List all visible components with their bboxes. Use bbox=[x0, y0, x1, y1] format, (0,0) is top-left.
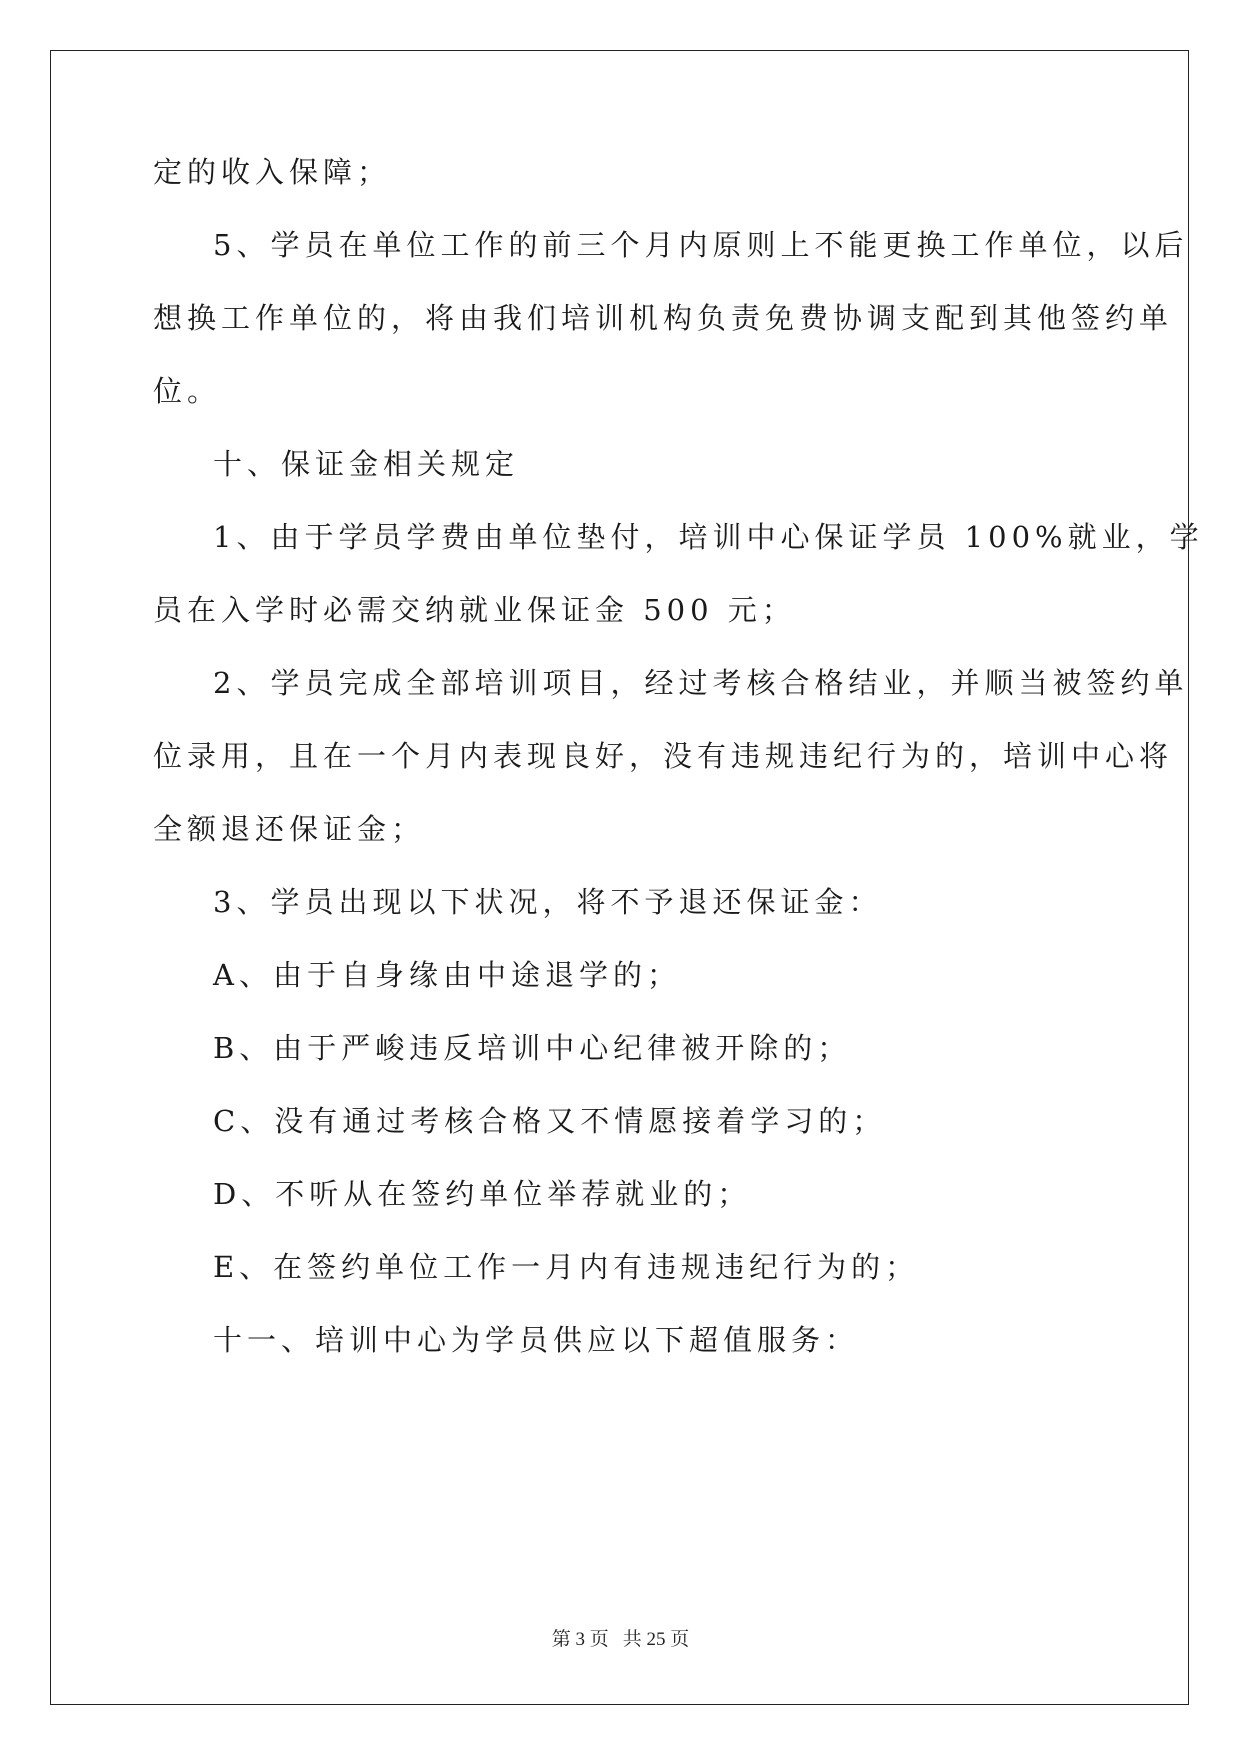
list-item: D、不听从在签约单位举荐就业的； bbox=[213, 1177, 752, 1211]
paragraph-line: 位录用，且在一个月内表现良好，没有违规违纪行为的，培训中心将 bbox=[153, 739, 1174, 773]
paragraph-line: 5、学员在单位工作的前三个月内原则上不能更换工作单位，以后 bbox=[213, 228, 1189, 262]
paragraph-line: 员在入学时必需交纳就业保证金 500 元； bbox=[153, 593, 796, 627]
page-total: 共 25 页 bbox=[622, 1629, 690, 1650]
page-number: 第 3 页 bbox=[551, 1629, 609, 1650]
section-heading: 十一、培训中心为学员供应以下超值服务： bbox=[213, 1323, 860, 1357]
page-footer bbox=[0, 1628, 1241, 1652]
section-heading: 十、保证金相关规定 bbox=[213, 447, 520, 481]
paragraph-line: 全额退还保证金； bbox=[153, 812, 426, 846]
list-item: B、由于严峻违反培训中心纪律被开除的； bbox=[213, 1031, 852, 1065]
paragraph-line: 1、由于学员学费由单位垫付，培训中心保证学员 100%就业，学 bbox=[213, 520, 1204, 554]
paragraph-line: 3、学员出现以下状况，将不予退还保证金： bbox=[213, 885, 883, 919]
list-item: C、没有通过考核合格又不情愿接着学习的； bbox=[213, 1104, 887, 1138]
list-item: A、由于自身缘由中途退学的； bbox=[213, 958, 681, 992]
paragraph-line: 想换工作单位的，将由我们培训机构负责免费协调支配到其他签约单 bbox=[153, 301, 1174, 335]
paragraph-line: 定的收入保障； bbox=[153, 155, 392, 189]
paragraph-line: 位。 bbox=[153, 374, 222, 408]
list-item: E、在签约单位工作一月内有违规违纪行为的； bbox=[213, 1250, 920, 1284]
paragraph-line: 2、学员完成全部培训项目，经过考核合格结业，并顺当被签约单 bbox=[213, 666, 1189, 700]
